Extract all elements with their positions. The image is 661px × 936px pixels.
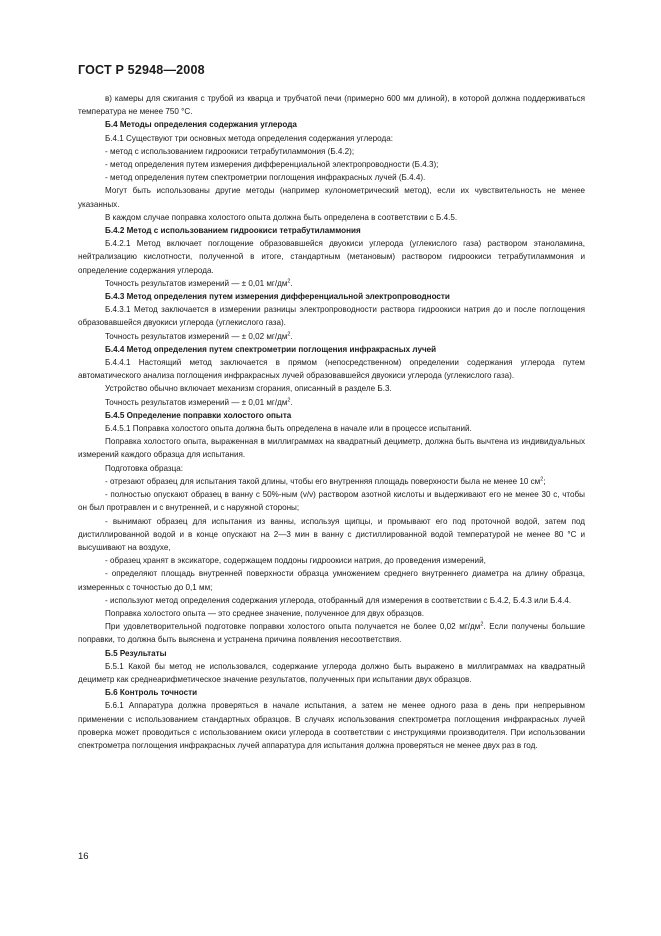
paragraph-text: Б.4.3 Метод определения путем измерения дифференциальной электропроводности xyxy=(105,292,450,302)
paragraph-text: Точность результатов измерений — ± 0,01 мг/дм xyxy=(105,278,288,288)
paragraph xyxy=(78,145,585,158)
paragraph xyxy=(78,396,585,409)
paragraph-text: - полностью опускают образец в ванну с 50%-ным (v/v) раствором азотной кислоты и выдерживают его не менее 30 с, чтобы он был протравлен и с внутренней, и с наружной стороны; xyxy=(78,490,585,513)
paragraph xyxy=(78,92,585,118)
paragraph xyxy=(78,277,585,290)
paragraph xyxy=(78,237,585,277)
paragraph xyxy=(78,303,585,329)
paragraph xyxy=(78,475,585,488)
paragraph xyxy=(78,184,585,210)
paragraph-text: Поправка холостого опыта — это среднее значение, полученное для двух образцов. xyxy=(105,608,425,618)
superscript: 2 xyxy=(287,330,291,337)
paragraph xyxy=(78,567,585,593)
paragraph-text: Б.4.2 Метод с использованием гидроокиси тетрабутиламмония xyxy=(105,226,361,236)
paragraph-text: Б.4.4.1 Настоящий метод заключается в прямом (непосредственном) определении содержания углерода путем автоматического анализа поглощения инфракрасных лучей образовавшейся двуокиси углерода (углекислого газа). xyxy=(78,358,585,381)
paragraph-text: - определяют площадь внутренней поверхности образца умножением среднего внутреннего диаметра на длину образца, измеренных с точностью до 0,1 мм; xyxy=(78,569,585,592)
paragraph-text-continued: . xyxy=(290,397,293,407)
paragraph xyxy=(78,211,585,224)
paragraph-text-continued: . xyxy=(290,331,293,341)
paragraph xyxy=(78,515,585,555)
paragraph-text: Б.4 Методы определения содержания углерода xyxy=(105,120,297,130)
paragraph xyxy=(78,132,585,145)
paragraph-text: Поправка холостого опыта, выраженная в миллиграммах на квадратный дециметр, должна быть вычтена из индивидуальных измерений каждого образца для испытания. xyxy=(78,437,585,460)
paragraph-text: - метод с использованием гидроокиси тетрабутиламмония (Б.4.2); xyxy=(105,146,355,156)
superscript: 2 xyxy=(480,621,484,628)
paragraph xyxy=(78,554,585,567)
paragraph xyxy=(78,356,585,382)
superscript: 2 xyxy=(287,396,291,403)
paragraph xyxy=(78,382,585,395)
paragraph-text: Б.5.1 Какой бы метод не использовался, содержание углерода должно быть выражено в миллиграммах на квадратный дециметр как среднеарифметическое значение результатов, полученных при испытании двух образцов. xyxy=(78,661,585,684)
superscript: 2 xyxy=(540,476,544,483)
document-body xyxy=(78,92,585,752)
paragraph-text-continued: ; xyxy=(543,476,546,486)
paragraph-text: - отрезают образец для испытания такой длины, чтобы его внутренняя площадь поверхности была не менее 10 см xyxy=(105,476,541,486)
paragraph-text: - образец хранят в эксикаторе, содержащем поддоны гидроокиси натрия, до проведения измерений, xyxy=(105,556,486,566)
paragraph-text-continued: . Если получены большие поправки, то должна быть выяснена и устранена причина появления несоответствия. xyxy=(78,622,585,645)
paragraph-text: Б.4.3.1 Метод заключается в измерении разницы электропроводности раствора гидроокиси натрия до и после поглощения образовавшейся двуокиси углерода (углекислого газа). xyxy=(78,305,585,328)
paragraph xyxy=(78,699,585,752)
paragraph-text: Б.4.4 Метод определения путем спектрометрии поглощения инфракрасных лучей xyxy=(105,344,437,354)
paragraph-text-continued: . xyxy=(290,278,293,288)
paragraph xyxy=(78,620,585,646)
superscript: 2 xyxy=(287,278,291,285)
section-heading xyxy=(78,290,585,303)
section-heading xyxy=(78,224,585,237)
section-heading xyxy=(78,118,585,131)
paragraph-text: Б.4.1 Существуют три основных метода определения содержания углерода: xyxy=(105,133,393,143)
paragraph-text: Б.4.5.1 Поправка холостого опыта должна быть определена в начале или в процессе испытаний. xyxy=(105,424,472,434)
paragraph-text: - метод определения путем измерения дифференциальной электропроводности (Б.4.3); xyxy=(105,160,439,170)
paragraph-text: Б.6.1 Аппаратура должна проверяться в начале испытания, а затем не менее одного раза в день при непрерывном применении с использованием стандартных образцов. В случаях использования спектрометра поглощения инфракрасных лучей проверка может проводиться с использованием окиси углерода в соответствии с инструкциями производителя. При использовании спектрометра поглощения инфракрасных лучей аппаратура для испытания должна проверяться не менее двух раз в год. xyxy=(78,701,585,750)
paragraph-text: Могут быть использованы другие методы (например кулонометрический метод), если их чувствительность не менее указанных. xyxy=(78,186,585,209)
paragraph xyxy=(78,435,585,461)
paragraph-text: Точность результатов измерений — ± 0,02 мг/дм xyxy=(105,331,288,341)
paragraph-text: При удовлетворительной подготовке поправки холостого опыта получается не более 0,02 мг/дм xyxy=(105,622,481,632)
paragraph-text: - вынимают образец для испытания из ванны, используя щипцы, и промывают его под проточной водой, затем под дистиллированной водой и в конце опускают на 2—3 мин в ванну с дистиллированной водой температурой не менее 80 °С и высушивают на воздухе, xyxy=(78,516,585,552)
paragraph-text: Б.4.2.1 Метод включает поглощение образовавшейся двуокиси углерода (углекислого газа) раствором этаноламина, нейтрализацию кислотности, полученной в итоге, стандартным (метановым) раствором гидроокиси тетрабутиламмония и определение содержания углерода. xyxy=(78,239,585,275)
paragraph xyxy=(78,594,585,607)
paragraph-text: Б.4.5 Определение поправки холостого опыта xyxy=(105,410,292,420)
paragraph-text: В каждом случае поправка холостого опыта должна быть определена в соответствии с Б.4.5. xyxy=(105,212,458,222)
paragraph-text: Б.6 Контроль точности xyxy=(105,688,198,698)
paragraph-text: Устройство обычно включает механизм сгорания, описанный в разделе Б.3. xyxy=(105,384,392,394)
paragraph xyxy=(78,660,585,686)
paragraph-text: Б.5 Результаты xyxy=(105,648,167,658)
paragraph-text: - метод определения путем спектрометрии поглощения инфракрасных лучей (Б.4.4). xyxy=(105,173,426,183)
paragraph xyxy=(78,330,585,343)
paragraph xyxy=(78,462,585,475)
paragraph xyxy=(78,158,585,171)
paragraph-text: Подготовка образца: xyxy=(105,463,183,473)
paragraph xyxy=(78,488,585,514)
section-heading xyxy=(78,409,585,422)
paragraph-text: в) камеры для сжигания с трубой из кварца и трубчатой печи (примерно 600 мм длиной), в которой должна поддерживаться температура не менее 750 °С. xyxy=(78,94,585,117)
page-number: 16 xyxy=(78,851,89,862)
section-heading xyxy=(78,343,585,356)
section-heading xyxy=(78,686,585,699)
document-header: ГОСТ Р 52948—2008 xyxy=(78,63,205,77)
paragraph-text: - используют метод определения содержания углерода, отобранный для измерения в соответствии с Б.4.2, Б.4.3 или Б.4.4. xyxy=(105,595,572,605)
paragraph xyxy=(78,422,585,435)
section-heading xyxy=(78,647,585,660)
paragraph xyxy=(78,607,585,620)
paragraph xyxy=(78,171,585,184)
paragraph-text: Точность результатов измерений — ± 0,01 мг/дм xyxy=(105,397,288,407)
